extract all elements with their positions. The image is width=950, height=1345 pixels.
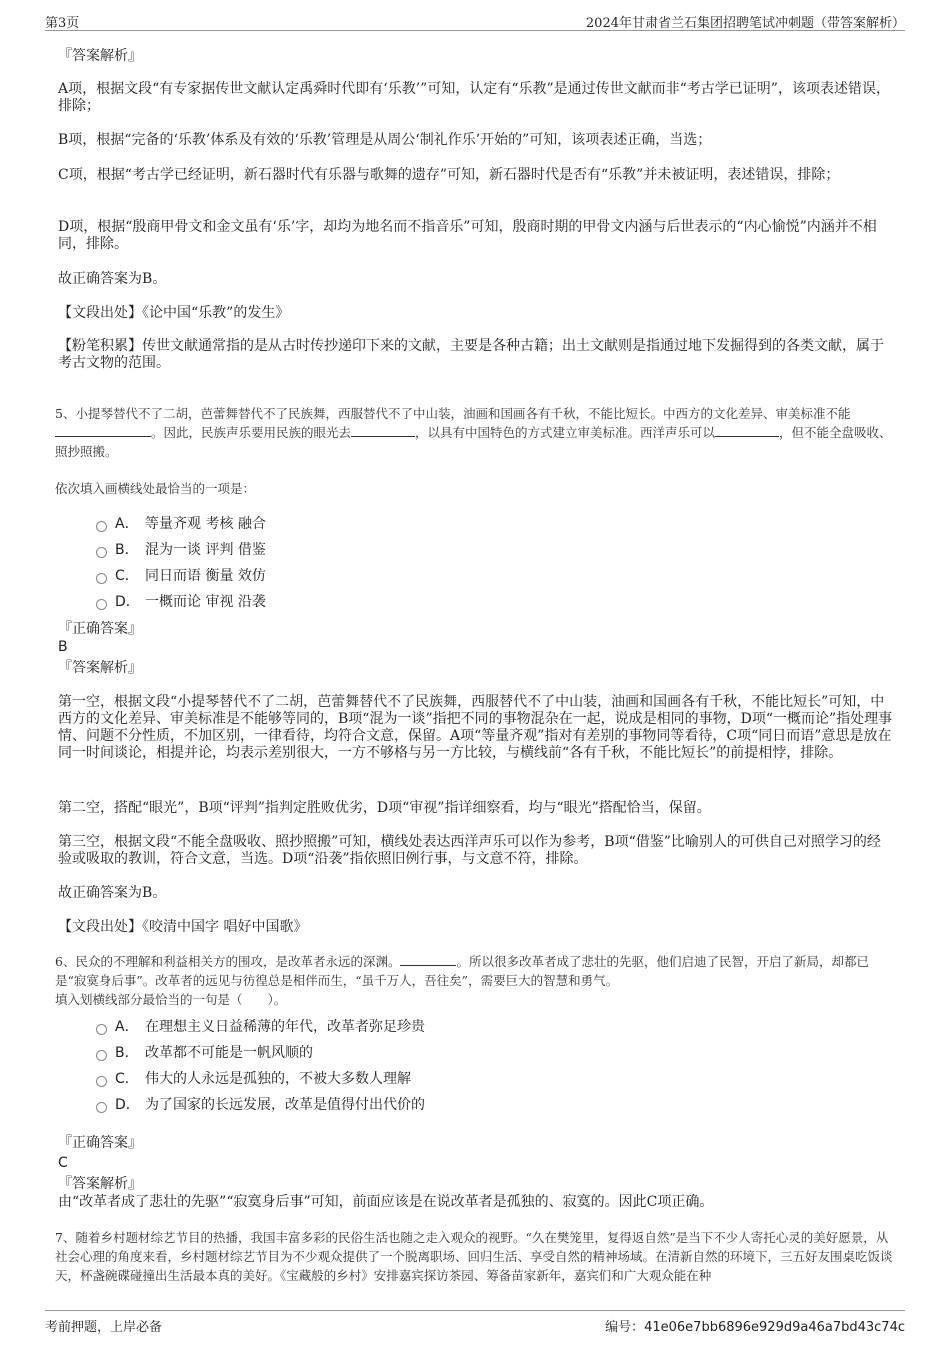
- option-c[interactable]: C． 同日而语 衡量 效仿: [96, 565, 266, 585]
- answer-conclusion: 故正确答案为B。: [58, 271, 167, 287]
- page-number: 第3页: [45, 16, 80, 31]
- blank: [400, 953, 456, 966]
- option-b[interactable]: B． 混为一谈 评判 借鉴: [96, 539, 266, 559]
- radio-icon[interactable]: [96, 573, 107, 584]
- option-b[interactable]: B． 改革都不可能是一帆风顺的: [96, 1042, 313, 1062]
- analysis-label: 『答案解析』: [58, 660, 142, 676]
- analysis-paragraph-2: 第二空，搭配“眼光”，B项“评判”指判定胜败优劣，D项“审视”指详细察看，均与“眼光”搭配恰当，保留。: [58, 800, 711, 816]
- analysis-paragraph-d: D项，根据“殷商甲骨文和金文虽有‘乐’字，却均为地名而不指音乐”可知，殷商时期的甲骨文内涵与后世表示的“内心愉悦”内涵并不相同，排除。: [58, 219, 877, 252]
- analysis-paragraph-b: B项，根据“完备的‘乐教’体系及有效的‘乐教’管理是从周公‘制礼作乐’开始的”可知，该项表述正确，当选；: [58, 132, 712, 148]
- source-note: 【文段出处】《咬清中国字 唱好中国歌》: [58, 919, 308, 935]
- radio-icon[interactable]: [96, 547, 107, 558]
- correct-answer: C: [58, 1155, 68, 1171]
- analysis-label: 『答案解析』: [58, 48, 142, 64]
- blank-2: [351, 424, 415, 437]
- question-7-stem: 7、随着乡村题材综艺节目的热播，我国丰富多彩的民俗生活也随之走入观众的视野。“久在樊笼里，复得返自然”是当下不少人寄托心灵的美好愿景，从社会心理的角度来看，乡村题材综艺节目为不少观众提供了一个脱离职场、回归生活、享受自然的精神场域。在清新自然的环境下，三五好友围桌吃饭谈天，杯盏碗碟碰撞出生活最本真的美好。《宝藏般的乡村》安排嘉宾探访茶园、筹备苗家新年，嘉宾们和广大观众能在种: [55, 1230, 893, 1283]
- accumulation-note: 【粉笔积累】传世文献通常指的是从古时传抄递印下来的文献，主要是各种古籍；出土文献则是指通过地下发掘得到的各类文献，属于考古文物的范围。: [58, 338, 884, 371]
- analysis-text: 由“改革者成了悲壮的先驱”“寂寞身后事”可知，前面应该是在说改革者是孤独的、寂寞的。因此C项正确。: [58, 1194, 714, 1210]
- question-6-stem: 6、民众的不理解和利益相关方的围攻，是改革者永远的深渊。 。所以很多改革者成了悲壮的先驱，他们启迪了民智，开启了新局，却都已是“寂寞身后事”。改革者的远见与彷徨总是相伴而生，“虽千万人，吾往矣”，需要巨大的智慧和勇气。: [55, 954, 869, 988]
- option-a[interactable]: A． 在理想主义日益稀薄的年代，改革者弥足珍贵: [96, 1016, 425, 1036]
- document-title: 2024年甘肃省兰石集团招聘笔试冲刺题（带答案解析）: [585, 16, 905, 31]
- page-footer: [45, 1310, 905, 1335]
- question-5-stem: 5、小提琴替代不了二胡，芭蕾舞替代不了民族舞，西服替代不了中山装，油画和国画各有千秋，不能比短长。中西方的文化差异、审美标准不能。因此，民族声乐要用民族的眼光去 ，以具有中国特色的方式建立审美标准。西洋声乐可以 ，但不能全盘吸收、照抄照搬。: [55, 406, 892, 459]
- analysis-paragraph-3: 第三空，根据文段“不能全盘吸收、照抄照搬”可知，横线处表达西洋声乐可以作为参考，B项“借鉴”比喻别人的可供自己对照学习的经验或吸取的教训，符合文意，当选。D项“沿袭”指依照旧例行事，与文意不符，排除。: [58, 834, 881, 867]
- radio-icon[interactable]: [96, 1050, 107, 1061]
- document-code: 编号：41e06e7bb6896e929d9a46a7bd43c74c: [605, 1320, 905, 1335]
- answer-conclusion: 故正确答案为B。: [58, 885, 167, 901]
- option-d[interactable]: D． 一概而论 审视 沿袭: [96, 591, 266, 611]
- question-6-ask: 填入划横线部分最恰当的一句是（ ）。: [55, 992, 287, 1007]
- analysis-paragraph-c: C项，根据“考古学已经证明，新石器时代有乐器与歌舞的遗存”可知，新石器时代是否有“乐教”并未被证明，表述错误，排除；: [58, 167, 840, 183]
- radio-icon[interactable]: [96, 521, 107, 532]
- blank-3: [715, 424, 779, 437]
- option-c[interactable]: C． 伟大的人永远是孤独的，不被大多数人理解: [96, 1068, 411, 1088]
- source-note: 【文段出处】《论中国“乐教”的发生》: [58, 305, 290, 321]
- footer-slogan: 考前押题，上岸必备: [45, 1320, 163, 1335]
- question-5-ask: 依次填入画横线处最恰当的一项是：: [55, 481, 256, 496]
- option-d[interactable]: D． 为了国家的长远发展，改革是值得付出代价的: [96, 1094, 425, 1114]
- correct-answer-label: 『正确答案』: [58, 1135, 142, 1151]
- correct-answer-label: 『正确答案』: [58, 621, 142, 637]
- radio-icon[interactable]: [96, 1076, 107, 1087]
- page-header: [45, 8, 905, 31]
- radio-icon[interactable]: [96, 599, 107, 610]
- correct-answer: B: [58, 639, 68, 655]
- analysis-paragraph-a: A项，根据文段“有专家据传世文献认定禹舜时代即有‘乐教’”可知，认定有“乐教”是通过传世文献而非“考古学已证明”，该项表述错误，排除；: [58, 81, 890, 114]
- analysis-paragraph-1: 第一空，根据文段“小提琴替代不了二胡，芭蕾舞替代不了民族舞，西服替代不了中山装，油画和国画各有千秋，不能比短长”可知，中西方的文化差异、审美标准是不能够等同的，B项“混为一谈”指把不同的事物混杂在一起，说成是相同的事物，D项“一概而论”指处理事情、问题不分性质，不加区别，一律看待，均符合文意，保留。A项“等量齐观”指对有差别的事物同等看待，C项“同日而语”意思是放在同一时间谈论，相提并论，均表示差别很大，一方不够格与另一方比较，与横线前“各有千秋，不能比短长”的前提相悖，排除。: [58, 694, 893, 761]
- radio-icon[interactable]: [96, 1102, 107, 1113]
- analysis-label: 『答案解析』: [58, 1176, 142, 1192]
- blank-1: [55, 424, 151, 437]
- radio-icon[interactable]: [96, 1024, 107, 1035]
- option-a[interactable]: A． 等量齐观 考核 融合: [96, 513, 266, 533]
